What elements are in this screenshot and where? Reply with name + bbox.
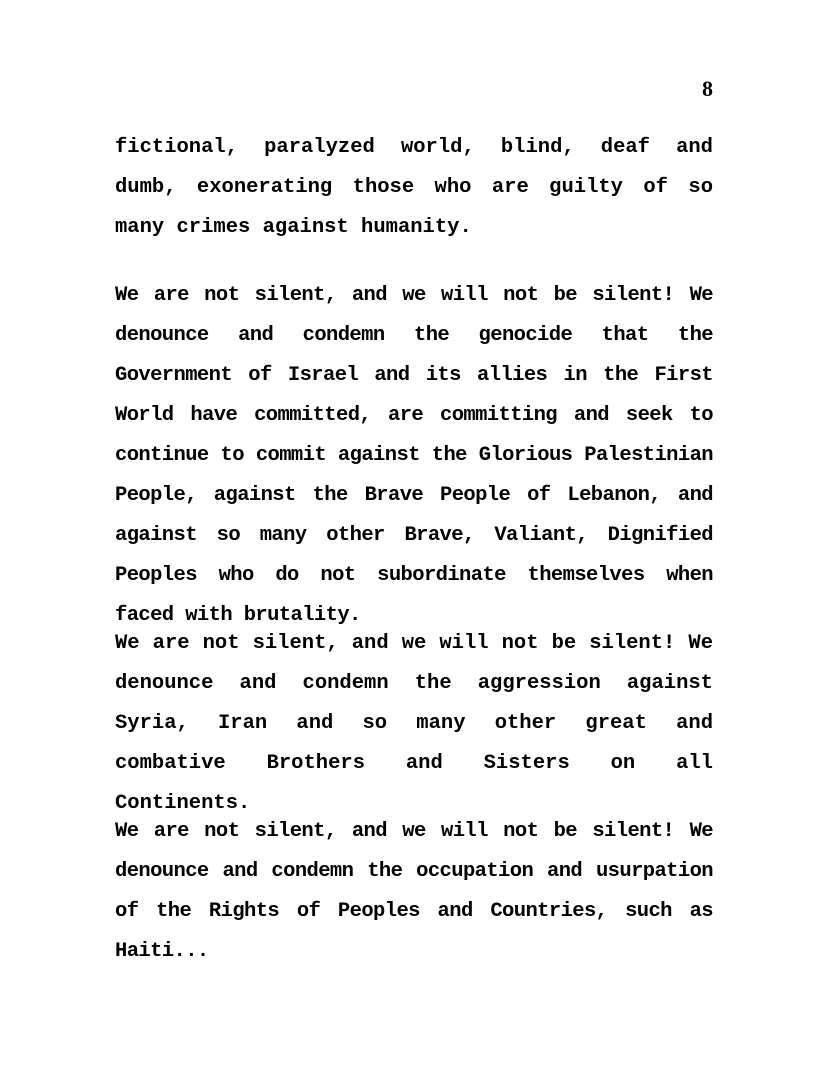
page-number: 8 xyxy=(702,76,713,101)
paragraph-4: We are not silent, and we will not be silent! We denounce and condemn the occupation and usurpation of the Rights of Peoples and Countries, such as Haiti... xyxy=(115,820,713,963)
paragraph-1: fictional, paralyzed world, blind, deaf and dumb, exonerating those who are guilty of so many crimes against humanity. xyxy=(115,136,713,239)
paragraph-3: We are not silent, and we will not be silent! We denounce and condemn the aggression against Syria, Iran and so many other great and combative Brothers and Sisters on all Continents. xyxy=(115,632,713,815)
paragraph-2: We are not silent, and we will not be silent! We denounce and condemn the genocide that the Government of Israel and its allies in the First World have committed, are committing and seek to continue to commit against the Glorious Palestinian People, against the Brave People of Lebanon, and against so many other Brave, Valiant, Dignified Peoples who do not subordinate themselves when faced with brutality. xyxy=(115,284,713,627)
